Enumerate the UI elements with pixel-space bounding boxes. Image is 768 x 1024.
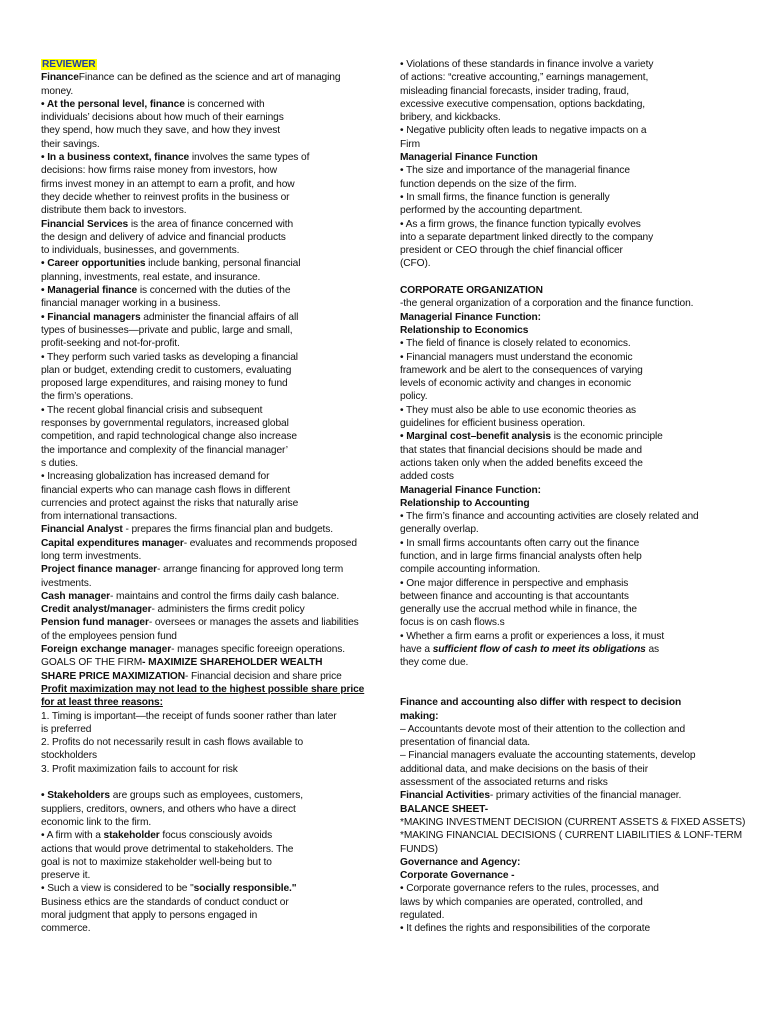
accounting-heading: Managerial Finance Function: [400, 484, 541, 496]
foreign-exchange-line: Foreign exchange manager- manages specific foreeign operations. [41, 644, 345, 656]
cash-flow-line: have a sufficient flow of cash to meet its obligations as [400, 644, 660, 656]
profit-max-heading: Profit maximization may not lead to the highest possible share price [41, 683, 365, 695]
social-responsibility-line: • Such a view is considered to be "socially responsible." [41, 883, 297, 895]
managerial-finance-para: • Managerial finance is concerned with the duties of the [41, 285, 291, 297]
personal-level-para: • At the personal level, finance is concerned with [41, 98, 265, 110]
share-price-line: SHARE PRICE MAXIMIZATION- Financial decision and share price [41, 670, 342, 682]
crisis-para: • The recent global financial crisis and subsequent [41, 404, 263, 416]
business-context-para: • In a business context, finance involves the same types of [41, 152, 310, 164]
corporate-organization-heading: CORPORATE ORGANIZATION [400, 285, 543, 297]
reason-1: 1. Timing is important—the receipt of funds sooner rather than later [41, 710, 337, 722]
right-column: • Violations of these standards in finance involve a variety of actions: “creative accounting,” earnings management, misleading financial forecasts, insider trading, fraud, excessive executive compensation, options backdating, bribery, and kickbacks. • Negative publicity often leads to negative impacts on a Firm Managerial Finance Function • The size and importance of the managerial finance function depends on the size of the firm. • In small firms, the finance function is generally performed by the accounting department. • As a firm grows, the finance function typically evolves into a separate department linked directly to the company president or CEO through the chief financial officer (CFO). CORPORATE ORGANIZATION -the general organization of a corporation and the finance function. Managerial Finance Function: Relationship to Economics • The field of finance is closely related to economics. • Financial managers must understand the economic framework and be alert to the consequences of varying levels of economic activity and changes in economic policy. • They must also be able to use economic theories as guidelines for efficient business operation. • Marginal cost–benefit analysis is the economic principle that states that financial decisions should be made and actions taken only when the added benefits exceed the added costs Managerial Finance Function: Relationship to Accounting • The firm’s finance and accounting activities are closely related and generally overlap. • In small firms accountants often carry out the finance function, and in large firms financial analysts often help compile accounting information. • One major difference in perspective and emphasis between finance and accounting is that accountants generally use the accrual method while in finance, the focus is on cash flows.s • Whether a firm earns a profit or experiences a loss, it must have a sufficient flow of cash to meet its obligations as they come due. Finance and accounting also differ with respect to decision making: – Accountants devote most of their attention to the collection and presentation of financial data. – Financial managers evaluate the accounting statements, develop additional data, and make decisions on the basis of their assessment of the associated returns and risks Financial Activities- primary activities of the financial manager. BALANCE SHEET- *MAKING INVESTMENT DECISION (CURRENT ASSETS & FIXED ASSETS) *MAKING FINANCIAL DECISIONS ( CURRENT LIABILITIES & LONF-TERM FUNDS) Governance and Agency: Corporate Governance - • Corporate governance refers to the rules, processes, and laws by which companies are operated, controlled, and regulated. • It defines the rights and responsibilities of the corporate [400, 59, 746, 935]
violations-para: • Violations of these standards in finance involve a variety [400, 59, 654, 70]
mff-heading: Managerial Finance Function [400, 152, 538, 164]
financial-managers-para: • Financial managers administer the financial affairs of all [41, 311, 299, 323]
capex-manager-line: Capital expenditures manager- evaluates and recommends proposed [41, 537, 357, 549]
financial-analyst-line: Financial Analyst - prepares the firms financial plan and budgets. [41, 524, 334, 536]
left-column: REVIEWER FinanceFinance can be defined as the science and art of managing money. • At the personal level, finance is concerned with individuals’ decisions about how much of their earnings they spend, how much they save, and how they invest their savings. • In a business context, finance involves the same types of decisions: how firms raise money from investors, how firms invest money in an attempt to earn a profit, and how they decide whether to reinvest profits in the business or distribute them back to investors. Financial Services is the area of finance concerned with the design and delivery of advice and financial products to individuals, businesses, and governments. • Career opportunities include banking, personal financial planning, investments, real estate, and insurance. • Managerial finance is concerned with the duties of the financial manager working in a business. • Financial managers administer the financial affairs of all types of businesses—private and public, large and small, profit-seeking and not-for-profit. • They perform such varied tasks as developing a financial plan or budget, extending credit to customers, evaluating proposed large expenditures, and raising money to fund the firm’s operations. • The recent global financial crisis and subsequent responses by governmental regulators, increased global competition, and rapid technological change also increase the importance and complexity of the financial manager’ s duties. • Increasing globalization has increased demand for financial experts who can manage cash flows in different currencies and protect against the risks that naturally arise from international transactions. Financial Analyst - prepares the firms financial plan and budgets. Capital expenditures manager- evaluates and recommends proposed long term investments. Project finance manager- arrange financing for approved long term ivestments. Cash manager- maintains and control the firms daily cash balance. Credit analyst/manager- administers the firms credit policy Pension fund manager- oversees or manages the assets and liabilities of the employees pension fund Foreign exchange manager- manages specific foreeign operations. GOALS OF THE FIRM- MAXIMIZE SHAREHOLDER WEALTH SHARE PRICE MAXIMIZATION- Financial decision and share price Profit maximization may not lead to the highest possible share price for at least three reasons: 1. Timing is important—the receipt of funds sooner rather than later is preferred 2. Profits do not necessarily result in cash flows available to stockholders 3. Profit maximization fails to account for risk • Stakeholders are groups such as employees, customers, suppliers, creditors, owners, and others who have a direct economic link to the firm. • A firm with a stakeholder focus consciously avoids actions that would prove detrimental to stakeholders. The goal is not to maximize stakeholder well-being but to preserve it. • Such a view is considered to be "socially responsible." Business ethics are the standards of conduct conduct or moral judgment that apply to persons engaged in commerce. [41, 58, 376, 936]
pension-fund-line: Pension fund manager- oversees or manages the assets and liabilities [41, 617, 359, 629]
project-finance-line: Project finance manager- arrange financing for approved long term [41, 564, 344, 576]
business-ethics-para: Business ethics are the standards of conduct conduct or [41, 896, 289, 908]
governance-heading: Governance and Agency: [400, 856, 521, 868]
reason-3: 3. Profit maximization fails to account for risk [41, 763, 238, 775]
stakeholders-para: • Stakeholders are groups such as employees, customers, [41, 790, 303, 802]
goals-line: GOALS OF THE FIRM- MAXIMIZE SHAREHOLDER WEALTH [41, 657, 323, 669]
marginal-cost-para: • Marginal cost–benefit analysis is the economic principle [400, 431, 663, 443]
reason-2: 2. Profits do not necessarily result in cash flows available to [41, 737, 304, 749]
credit-analyst-line: Credit analyst/manager- administers the firms credit policy [41, 604, 305, 616]
negative-publicity-para: • Negative publicity often leads to negative impacts on a [400, 125, 647, 137]
globalization-para: • Increasing globalization has increased demand for [41, 471, 270, 483]
economics-heading: Managerial Finance Function: [400, 311, 541, 323]
reviewer-title: REVIEWER [42, 59, 96, 70]
career-para: • Career opportunities include banking, personal financial [41, 258, 301, 270]
financial-activities-line: Financial Activities- primary activities of the financial manager. [400, 790, 682, 802]
differ-heading: Finance and accounting also differ with respect to decision [400, 697, 682, 709]
balance-sheet-heading: BALANCE SHEET- [400, 803, 489, 815]
tasks-para: • They perform such varied tasks as developing a financial [41, 351, 298, 363]
financial-services-para: Financial Services is the area of finance concerned with [41, 218, 294, 230]
stakeholder-focus-para: • A firm with a stakeholder focus consciously avoids [41, 830, 273, 842]
cash-manager-line: Cash manager- maintains and control the firms daily cash balance. [41, 590, 340, 602]
